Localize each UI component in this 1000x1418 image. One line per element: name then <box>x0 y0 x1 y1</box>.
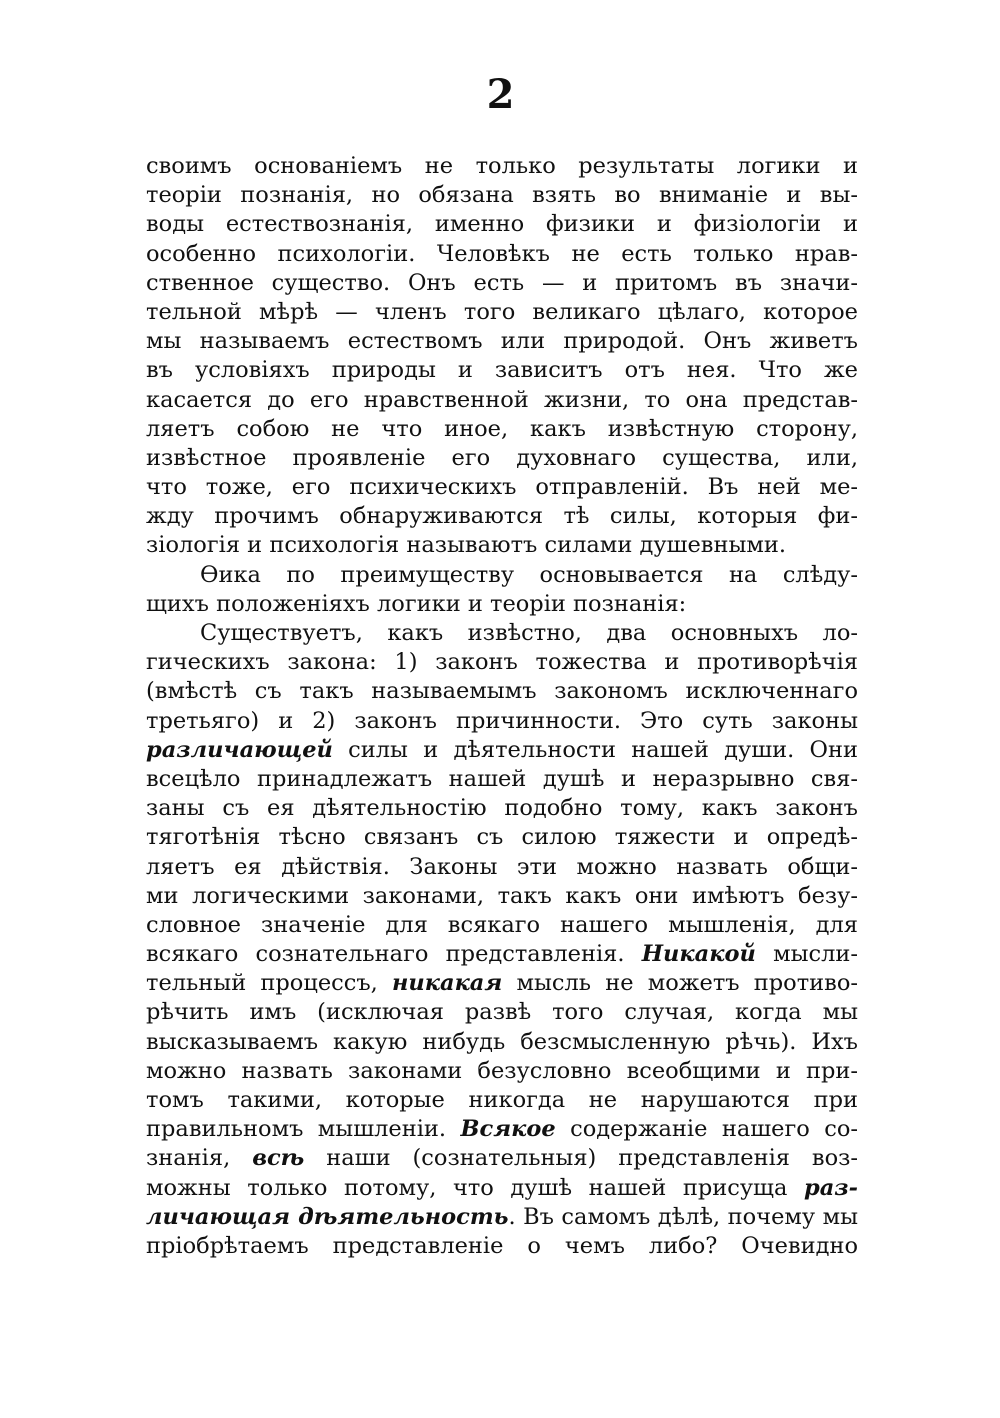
text-segment: тяготѣнія тѣсно связанъ съ силою тяжести и опредѣ- <box>146 824 858 851</box>
text-line <box>146 415 858 444</box>
text-segment: всякаго сознательнаго представленія. <box>146 941 642 968</box>
page-number: 2 <box>486 71 514 118</box>
text-line <box>146 531 858 560</box>
emphasized-text: всѣ <box>252 1145 305 1172</box>
text-segment: знанія, <box>146 1145 253 1172</box>
text-segment: въ условіяхъ природы и зависитъ отъ нея. Что же <box>146 357 858 384</box>
text-line <box>146 648 858 677</box>
text-line <box>146 677 858 706</box>
text-line <box>146 1232 858 1261</box>
text-segment: пріобрѣтаемъ представленіе о чемъ либо? Очевидно <box>146 1232 858 1259</box>
text-segment: воды естествознанія, именно физики и физіологіи и <box>146 211 858 238</box>
text-segment: гическихъ закона: 1) законъ тожества и противорѣчія <box>146 649 858 676</box>
text-segment: словное значеніе для всякаго нашего мышленія, для <box>146 911 858 938</box>
text-segment: ственное существо. Онъ есть — и притомъ въ значи- <box>146 269 858 296</box>
text-segment: правильномъ мышленіи. <box>146 1116 461 1143</box>
text-segment: третьяго) и 2) законъ причинности. Это суть законы <box>146 707 858 734</box>
text-line <box>146 1174 858 1203</box>
text-segment: рѣчить имъ (исключая развѣ того случая, когда мы <box>146 999 858 1026</box>
text-segment: . Въ самомъ дѣлѣ, почему мы <box>508 1203 858 1230</box>
body-text <box>146 152 858 1261</box>
text-line <box>146 765 858 794</box>
emphasized-text: Никакой <box>641 941 756 968</box>
text-line <box>146 327 858 356</box>
text-line <box>146 736 858 765</box>
text-line <box>146 298 858 327</box>
text-line <box>146 940 858 969</box>
text-line <box>146 1086 858 1115</box>
text-line <box>146 794 858 823</box>
text-segment: ми логическими законами, такъ какъ они имѣютъ безу- <box>146 882 858 909</box>
text-segment: Существуетъ, какъ извѣстно, два основныхъ ло- <box>200 620 858 646</box>
text-segment: наши (сознательныя) представленія воз- <box>304 1145 858 1172</box>
text-segment: мы называемъ естествомъ или природой. Онъ живетъ <box>146 328 858 355</box>
text-line <box>146 882 858 911</box>
text-line <box>146 590 858 619</box>
text-segment: тельной мѣрѣ — членъ того великаго цѣлаго, которое <box>146 298 858 325</box>
text-segment: можно назвать законами безусловно всеобщими и при- <box>146 1057 858 1084</box>
text-segment: ляетъ собою не что иное, какъ извѣстную сторону, <box>146 415 858 442</box>
text-line <box>146 911 858 940</box>
text-line <box>146 152 858 181</box>
text-segment: мысль не можетъ противо- <box>502 970 858 997</box>
text-segment: мысли- <box>755 941 858 968</box>
text-line <box>146 707 858 736</box>
text-segment: касается до его нравственной жизни, то она представ- <box>146 386 858 413</box>
text-line <box>146 619 858 648</box>
text-segment: зіологія и психологія называютъ силами душевными. <box>146 532 787 559</box>
text-segment: особенно психологіи. Человѣкъ не есть только нрав- <box>146 240 858 267</box>
text-line <box>146 1203 858 1232</box>
emphasized-text: различающей <box>146 736 333 763</box>
text-segment: томъ такими, которые никогда не нарушаются при <box>146 1087 858 1113</box>
emphasized-text: Всякое <box>460 1116 556 1143</box>
text-segment: можны только потому, что душѣ нашей присуща <box>146 1174 804 1201</box>
text-segment: щихъ положеніяхъ логики и теоріи познанія: <box>146 590 687 617</box>
text-segment: (вмѣстѣ съ такъ называемымъ закономъ исключеннаго <box>146 678 858 705</box>
text-line <box>146 356 858 385</box>
text-line <box>146 444 858 473</box>
text-segment: высказываемъ какую нибудь безсмысленную рѣчь). Ихъ <box>146 1028 858 1055</box>
text-line <box>146 853 858 882</box>
text-segment: теоріи познанія, но обязана взять во вниманіе и вы- <box>146 182 858 209</box>
text-segment: всецѣло принадлежатъ нашей душѣ и неразрывно свя- <box>146 765 858 792</box>
text-line <box>146 269 858 298</box>
text-segment: жду прочимъ обнаруживаются тѣ силы, которыя фи- <box>146 503 858 530</box>
text-line <box>146 502 858 531</box>
text-line <box>146 1057 858 1086</box>
text-line <box>146 240 858 269</box>
text-segment: ляетъ ея дѣйствія. Законы эти можно назвать общи- <box>146 853 858 880</box>
text-segment: тельный процессъ, <box>146 970 393 997</box>
text-segment: что тоже, его психическихъ отправленій. Въ ней ме- <box>146 474 858 501</box>
text-segment: заны съ ея дѣятельностію подобно тому, какъ законъ <box>146 795 858 822</box>
text-line <box>146 1028 858 1057</box>
text-line <box>146 386 858 415</box>
text-segment: Ѳика по преимуществу основывается на слѣду- <box>200 561 858 588</box>
emphasized-text: личающая дѣятельность <box>146 1203 509 1230</box>
text-line <box>146 181 858 210</box>
emphasized-text: никакая <box>392 970 503 997</box>
text-line <box>146 210 858 239</box>
text-segment: содержаніе нашего со- <box>555 1116 858 1143</box>
text-line <box>146 969 858 998</box>
text-line <box>146 1144 858 1173</box>
text-line <box>146 998 858 1027</box>
text-segment: извѣстное проявленіе его духовнаго существа, или, <box>146 444 858 471</box>
text-line <box>146 823 858 852</box>
text-line <box>146 561 858 590</box>
text-line <box>146 1115 858 1144</box>
text-segment: своимъ основаніемъ не только результаты логики и <box>146 153 858 179</box>
emphasized-text: раз- <box>803 1174 858 1201</box>
text-line <box>146 473 858 502</box>
text-segment: силы и дѣятельности нашей души. Они <box>332 736 858 763</box>
